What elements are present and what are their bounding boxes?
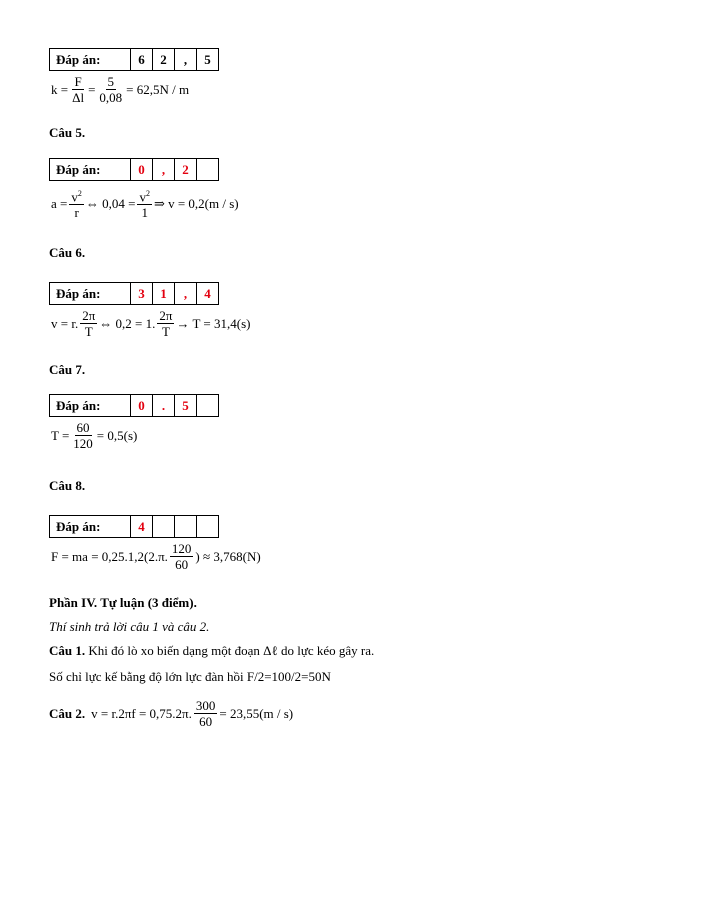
answer-cell: 3 [131,283,153,305]
answer-table-5 [49,158,219,181]
formula-v: v = r. $\frac{2\pi}{T}$ ⇔ 0,2 = 1. $\frac{2\pi}{T}$ → T = 31,4(s) [51,308,251,339]
answer-label: Đáp án: [50,159,131,181]
answer-cell: 5 [175,395,197,417]
q2-label: Câu 2. [49,706,86,721]
part-4-instruction: Thí sinh trả lời câu 1 và câu 2. [49,619,210,634]
answer-label: Đáp án: [50,395,131,417]
formula-a: a = $\frac{v^2}{r}$ ⇔ 0,04 = $\frac{v^2}{1}$ ⇒ v = 0,2(m / s) [51,186,239,221]
question-5-title: Câu 5. [49,125,86,140]
answer-cell: 1 [153,283,175,305]
answer-cell: 5 [197,49,219,71]
answer-cell [197,395,219,417]
formula-k: k = $\frac{F}{\Delta l}$ = $\frac{5}{0,08}$ = 62,5N / m [51,74,190,105]
formula-T: T = $\frac{60}{120}$ = 0,5(s) [51,420,138,451]
answer-cell: 4 [197,283,219,305]
answer-cell: 0 [131,395,153,417]
q1-label: Câu 1. [49,643,86,658]
answer-table-7 [49,394,219,417]
answer-cell: , [153,159,175,181]
answer-table-4 [49,48,219,71]
question-7-title: Câu 7. [49,362,86,377]
part-4-q1-answer: Số chỉ lực kế bằng độ lớn lực đàn hồi F/2=100/2=50N [49,669,331,684]
answer-cell: , [175,283,197,305]
formula-F: F = ma = 0,25.1,2(2.π. $\frac{120}{60}$ ) ≈ 3,768(N) [51,541,261,572]
answer-cell: 4 [131,516,153,538]
answer-label: Đáp án: [50,516,131,538]
answer-cell: . [153,395,175,417]
question-6-title: Câu 6. [49,245,86,260]
answer-label: Đáp án: [50,283,131,305]
part-4-q1 [49,643,374,659]
answer-cell [175,516,197,538]
question-8-title: Câu 8. [49,478,86,493]
answer-cell [197,159,219,181]
answer-table-8 [49,515,219,538]
answer-cell [197,516,219,538]
q1-text: Khi đó lò xo biến dạng một đoạn Δℓ do lực kéo gây ra. [88,643,375,658]
answer-cell: 6 [131,49,153,71]
answer-cell [153,516,175,538]
answer-table-6 [49,282,219,305]
answer-cell: 0 [131,159,153,181]
answer-cell: , [175,49,197,71]
answer-cell: 2 [153,49,175,71]
part-4-title: Phần IV. Tự luận (3 điểm). [49,595,197,610]
answer-label: Đáp án: [50,49,131,71]
answer-cell: 2 [175,159,197,181]
part-4-q2: Câu 2. v = r.2πf = 0,75.2π. $\frac{300}{60}$ = 23,55(m / s) [49,698,294,729]
